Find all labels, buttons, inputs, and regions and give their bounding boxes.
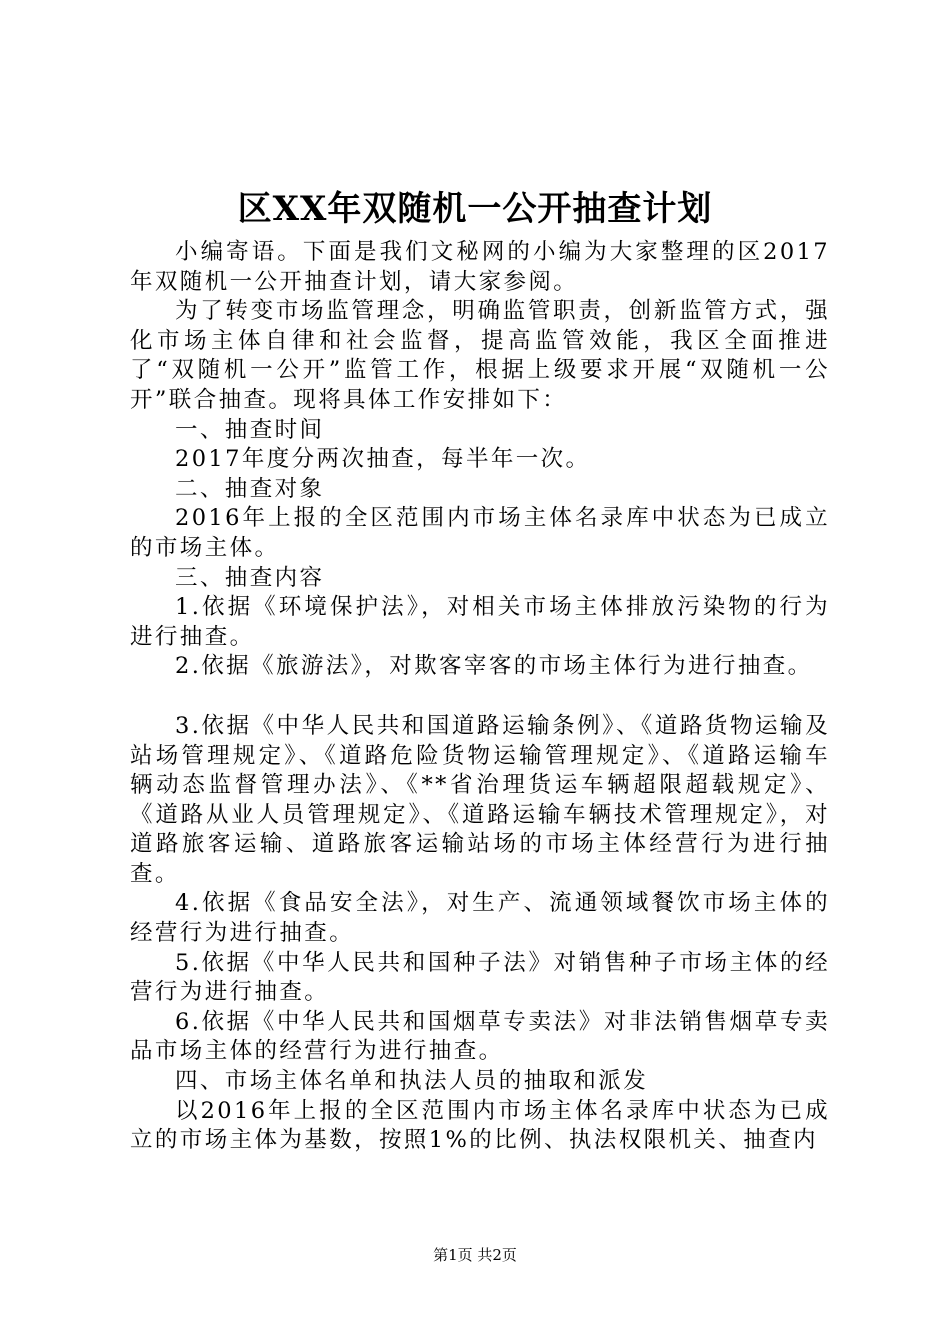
content-item-1: 1.依据《环境保护法》，对相关市场主体排放污染物的行为进行抽查。 (130, 594, 830, 650)
document-body (130, 238, 830, 1156)
section-heading-content: 三、抽查内容 (175, 564, 325, 591)
content-item-4: 4.依据《食品安全法》，对生产、流通领域餐饮市场主体的经营行为进行抽查。 (130, 890, 830, 947)
content-item-6: 6.依据《中华人民共和国烟草专卖法》对非法销售烟草专卖品市场主体的经营行为进行抽查。 (130, 1008, 830, 1065)
page-number-footer: 第1页 共2页 (433, 1246, 517, 1264)
section-heading-selection: 四、市场主体名单和执法人员的抽取和派发 (175, 1068, 649, 1095)
paragraph-preface: 为了转变市场监管理念，明确监管职责，创新监管方式，强化市场主体自律和社会监督，提高监管效能，我区全面推进了“双随机一公开”监管工作，根据上级要求开展“双随机一公开”联合抽查。现将具体工作安排如下： (130, 298, 830, 413)
paragraph-time: 2017年度分两次抽查，每半年一次。 (175, 446, 591, 473)
paragraph-target: 2016年上报的全区范围内市场主体名录库中状态为已成立的市场主体。 (130, 505, 830, 561)
section-heading-time: 一、抽查时间 (175, 416, 325, 443)
paragraph-intro: 小编寄语。下面是我们文秘网的小编为大家整理的区2017年双随机一公开抽查计划，请大家参阅。 (130, 239, 830, 295)
content-item-2: 2.依据《旅游法》，对欺客宰客的市场主体行为进行抽查。 (175, 653, 813, 680)
content-item-5: 5.依据《中华人民共和国种子法》对销售种子市场主体的经营行为进行抽查。 (130, 949, 830, 1006)
document-title: 区XX年双随机一公开抽查计划 (237, 189, 713, 229)
content-item-3: 3.依据《中华人民共和国道路运输条例》、《道路货物运输及站场管理规定》、《道路危险货物运输管理规定》、《道路运输车辆动态监督管理办法》、《**省治理货运车辆超限超载规定》、《道路从业人员管理规定》、《道路运输车辆技术管理规定》，对道路旅客运输、道路旅客运输站场的市场主体经营行为进行抽查。 (130, 712, 830, 887)
section-heading-target: 二、抽查对象 (175, 475, 325, 502)
paragraph-selection: 以2016年上报的全区范围内市场主体名录库中状态为已成立的市场主体为基数，按照1%的比例、执法权限机关、抽查内 (130, 1097, 830, 1154)
